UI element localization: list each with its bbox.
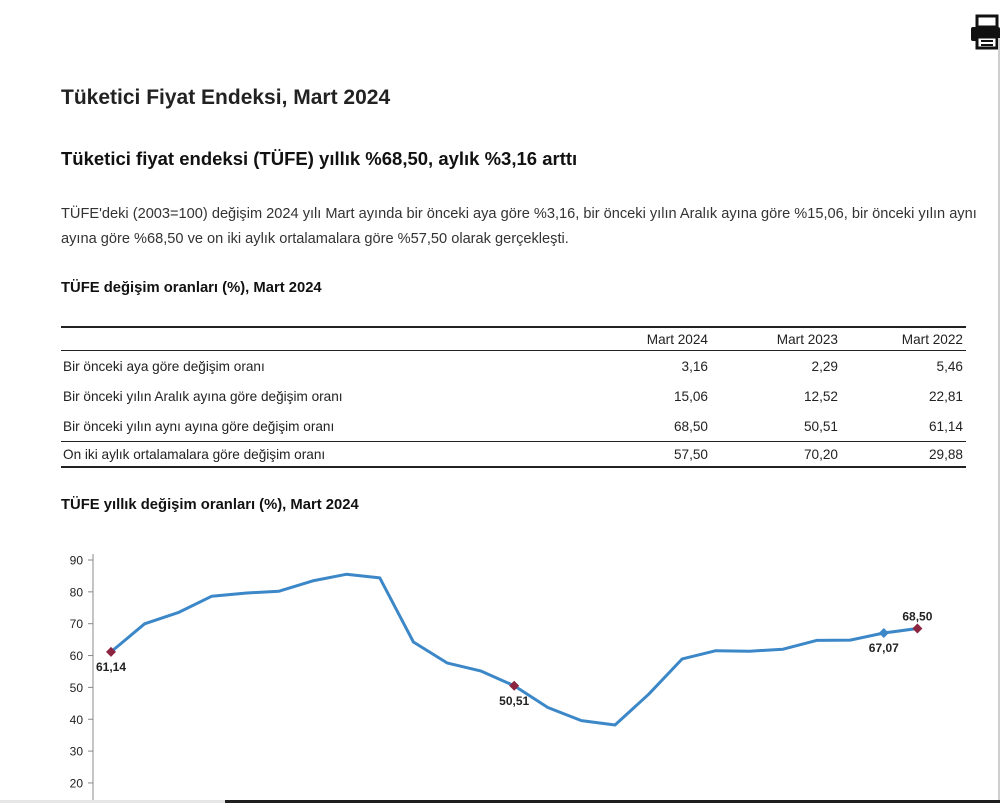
table-row: [61, 351, 966, 382]
table-cell: 29,88: [841, 442, 966, 468]
table-row: [61, 381, 966, 411]
table-cell: 3,16: [681, 358, 708, 374]
y-tick-label: 60: [69, 649, 83, 664]
table-header-mart-2023: Mart 2023: [711, 327, 841, 351]
data-label: 68,50: [902, 609, 933, 624]
y-tick-label: 70: [69, 617, 83, 632]
y-tick-label: 40: [69, 712, 83, 727]
data-label: 50,51: [499, 693, 530, 708]
table-header-mart-2022: Mart 2022: [841, 327, 966, 351]
table-cell: 2,29: [811, 358, 838, 374]
table-cell: 57,50: [541, 442, 711, 468]
table-cell: 70,20: [711, 442, 841, 468]
table-cell: 68,50: [673, 418, 708, 434]
annual-cpi-line-chart: [40, 540, 940, 800]
y-tick-label: 80: [69, 585, 83, 600]
table-title: TÜFE değişim oranları (%), Mart 2024: [61, 280, 322, 296]
table-header-row: [61, 327, 966, 351]
table-row: [61, 442, 966, 468]
print-button[interactable]: [968, 10, 1000, 50]
table-cell: 22,81: [928, 388, 963, 404]
table-cell: 5,46: [936, 358, 963, 374]
page-title: Tüketici Fiyat Endeksi, Mart 2024: [61, 86, 391, 109]
data-point-marker: [879, 628, 889, 638]
table-cell: 12,52: [803, 388, 838, 404]
table-cell: 50,51: [803, 418, 838, 434]
table-cell: 15,06: [673, 388, 708, 404]
data-point-marker: [912, 623, 922, 633]
intro-paragraph: TÜFE'deki (2003=100) değişim 2024 yılı Mart ayında bir önceki aya göre %3,16, bir önceki yılın Aralık ayına göre %15,06, bir önceki yılın aynı ayına göre %68,50 ve on iki aylık ortalamalara göre %57,50 olarak gerçekleşti.: [61, 206, 977, 247]
table-cell: 61,14: [928, 418, 963, 434]
data-label: 67,07: [868, 641, 899, 656]
table-header-mart-2024: Mart 2024: [541, 327, 711, 351]
chart-title: TÜFE yıllık değişim oranları (%), Mart 2024: [61, 497, 359, 513]
y-tick-label: 20: [69, 776, 83, 791]
y-tick-label: 90: [69, 553, 83, 568]
y-tick-label: 30: [69, 744, 83, 759]
table-row-label: Bir önceki aya göre değişim oranı: [63, 358, 265, 374]
table-header-label: [61, 327, 541, 351]
y-tick-label: 50: [69, 680, 83, 695]
table-row-label: On iki aylık ortalamalara göre değişim oranı: [61, 442, 541, 468]
printer-icon: [968, 10, 1000, 50]
table-row: [61, 411, 966, 442]
headline: Tüketici fiyat endeksi (TÜFE) yıllık %68,50, aylık %3,16 arttı: [61, 148, 578, 169]
table-row-label: Bir önceki yılın aynı ayına göre değişim oranı: [63, 418, 335, 434]
data-label: 61,14: [95, 659, 127, 674]
table-row-label: Bir önceki yılın Aralık ayına göre değişim oranı: [63, 388, 343, 404]
cpi-change-table: [61, 326, 966, 468]
